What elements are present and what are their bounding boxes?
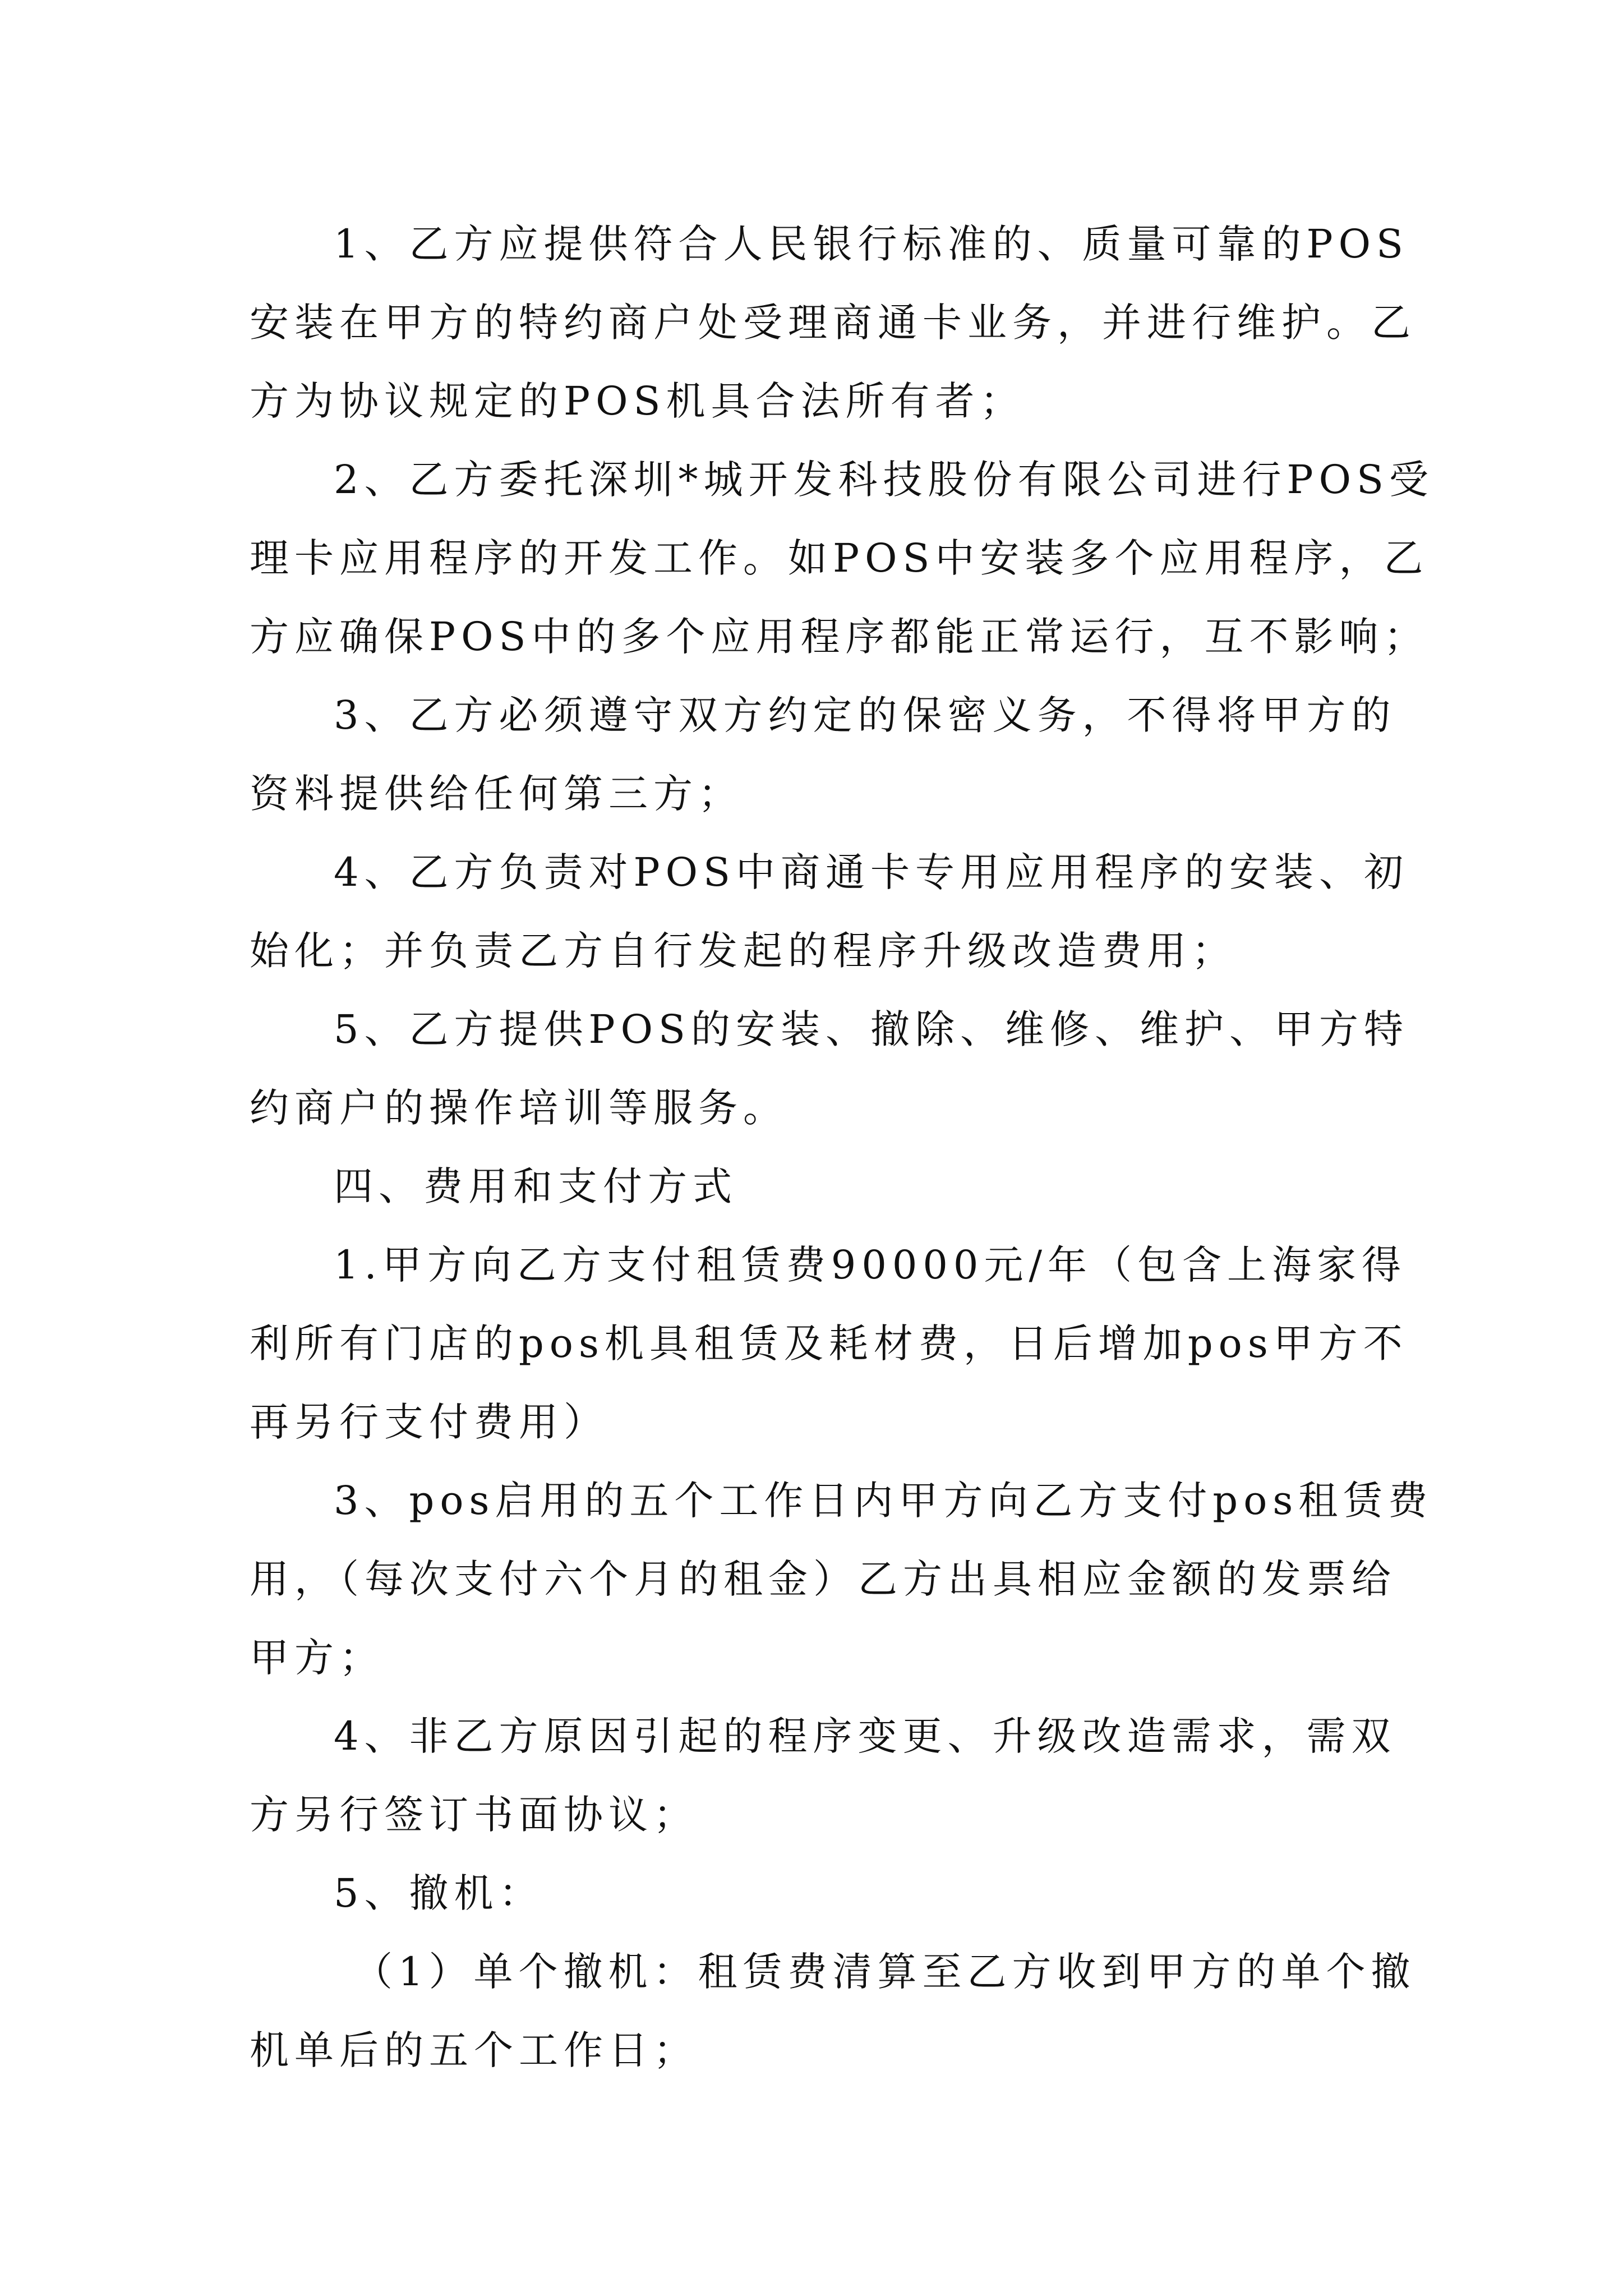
paragraph-line: 3、pos启用的五个工作日内甲方向乙方支付pos租赁费 bbox=[334, 1478, 1433, 1524]
paragraph-line: 利所有门店的pos机具租赁及耗材费，日后增加pos甲方不 bbox=[250, 1320, 1408, 1366]
paragraph-line: 5、撤机： bbox=[334, 1870, 544, 1916]
paragraph-line: 2、乙方委托深圳*城开发科技股份有限公司进行POS受 bbox=[334, 457, 1434, 503]
paragraph-line: 再另行支付费用） bbox=[250, 1399, 608, 1445]
paragraph-line: 4、非乙方原因引起的程序变更、升级改造需求，需双 bbox=[334, 1713, 1396, 1759]
paragraph-line: 5、乙方提供POS的安装、撤除、维修、维护、甲方特 bbox=[334, 1006, 1409, 1052]
paragraph-line: （1）单个撤机：租赁费清算至乙方收到甲方的单个撤 bbox=[353, 1949, 1416, 1995]
paragraph-line: 3、乙方必须遵守双方约定的保密义务，不得将甲方的 bbox=[334, 692, 1396, 738]
paragraph-line: 方应确保POS中的多个应用程序都能正常运行，互不影响； bbox=[250, 614, 1429, 660]
section-heading: 四、费用和支付方式 bbox=[334, 1163, 737, 1209]
paragraph-line: 方另行签订书面协议； bbox=[250, 1792, 698, 1838]
paragraph-line: 1.甲方向乙方支付租赁费90000元/年（包含上海家得 bbox=[334, 1242, 1407, 1288]
paragraph-line: 安装在甲方的特约商户处受理商通卡业务，并进行维护。乙 bbox=[250, 300, 1416, 346]
paragraph-line: 约商户的操作培训等服务。 bbox=[250, 1085, 788, 1131]
paragraph-line: 资料提供给任何第三方； bbox=[250, 771, 743, 817]
paragraph-line: 用，（每次支付六个月的租金）乙方出具相应金额的发票给 bbox=[250, 1556, 1396, 1602]
paragraph-line: 方为协议规定的POS机具合法所有者； bbox=[250, 378, 1025, 424]
paragraph-line: 理卡应用程序的开发工作。如POS中安装多个应用程序，乙 bbox=[250, 535, 1429, 581]
paragraph-line: 4、乙方负责对POS中商通卡专用应用程序的安装、初 bbox=[334, 849, 1409, 895]
paragraph-line: 始化；并负责乙方自行发起的程序升级改造费用； bbox=[250, 928, 1237, 974]
paragraph-line: 甲方； bbox=[250, 1635, 384, 1681]
paragraph-line: 机单后的五个工作日； bbox=[250, 2027, 698, 2073]
paragraph-line: 1、乙方应提供符合人民银行标准的、质量可靠的POS bbox=[334, 221, 1409, 267]
